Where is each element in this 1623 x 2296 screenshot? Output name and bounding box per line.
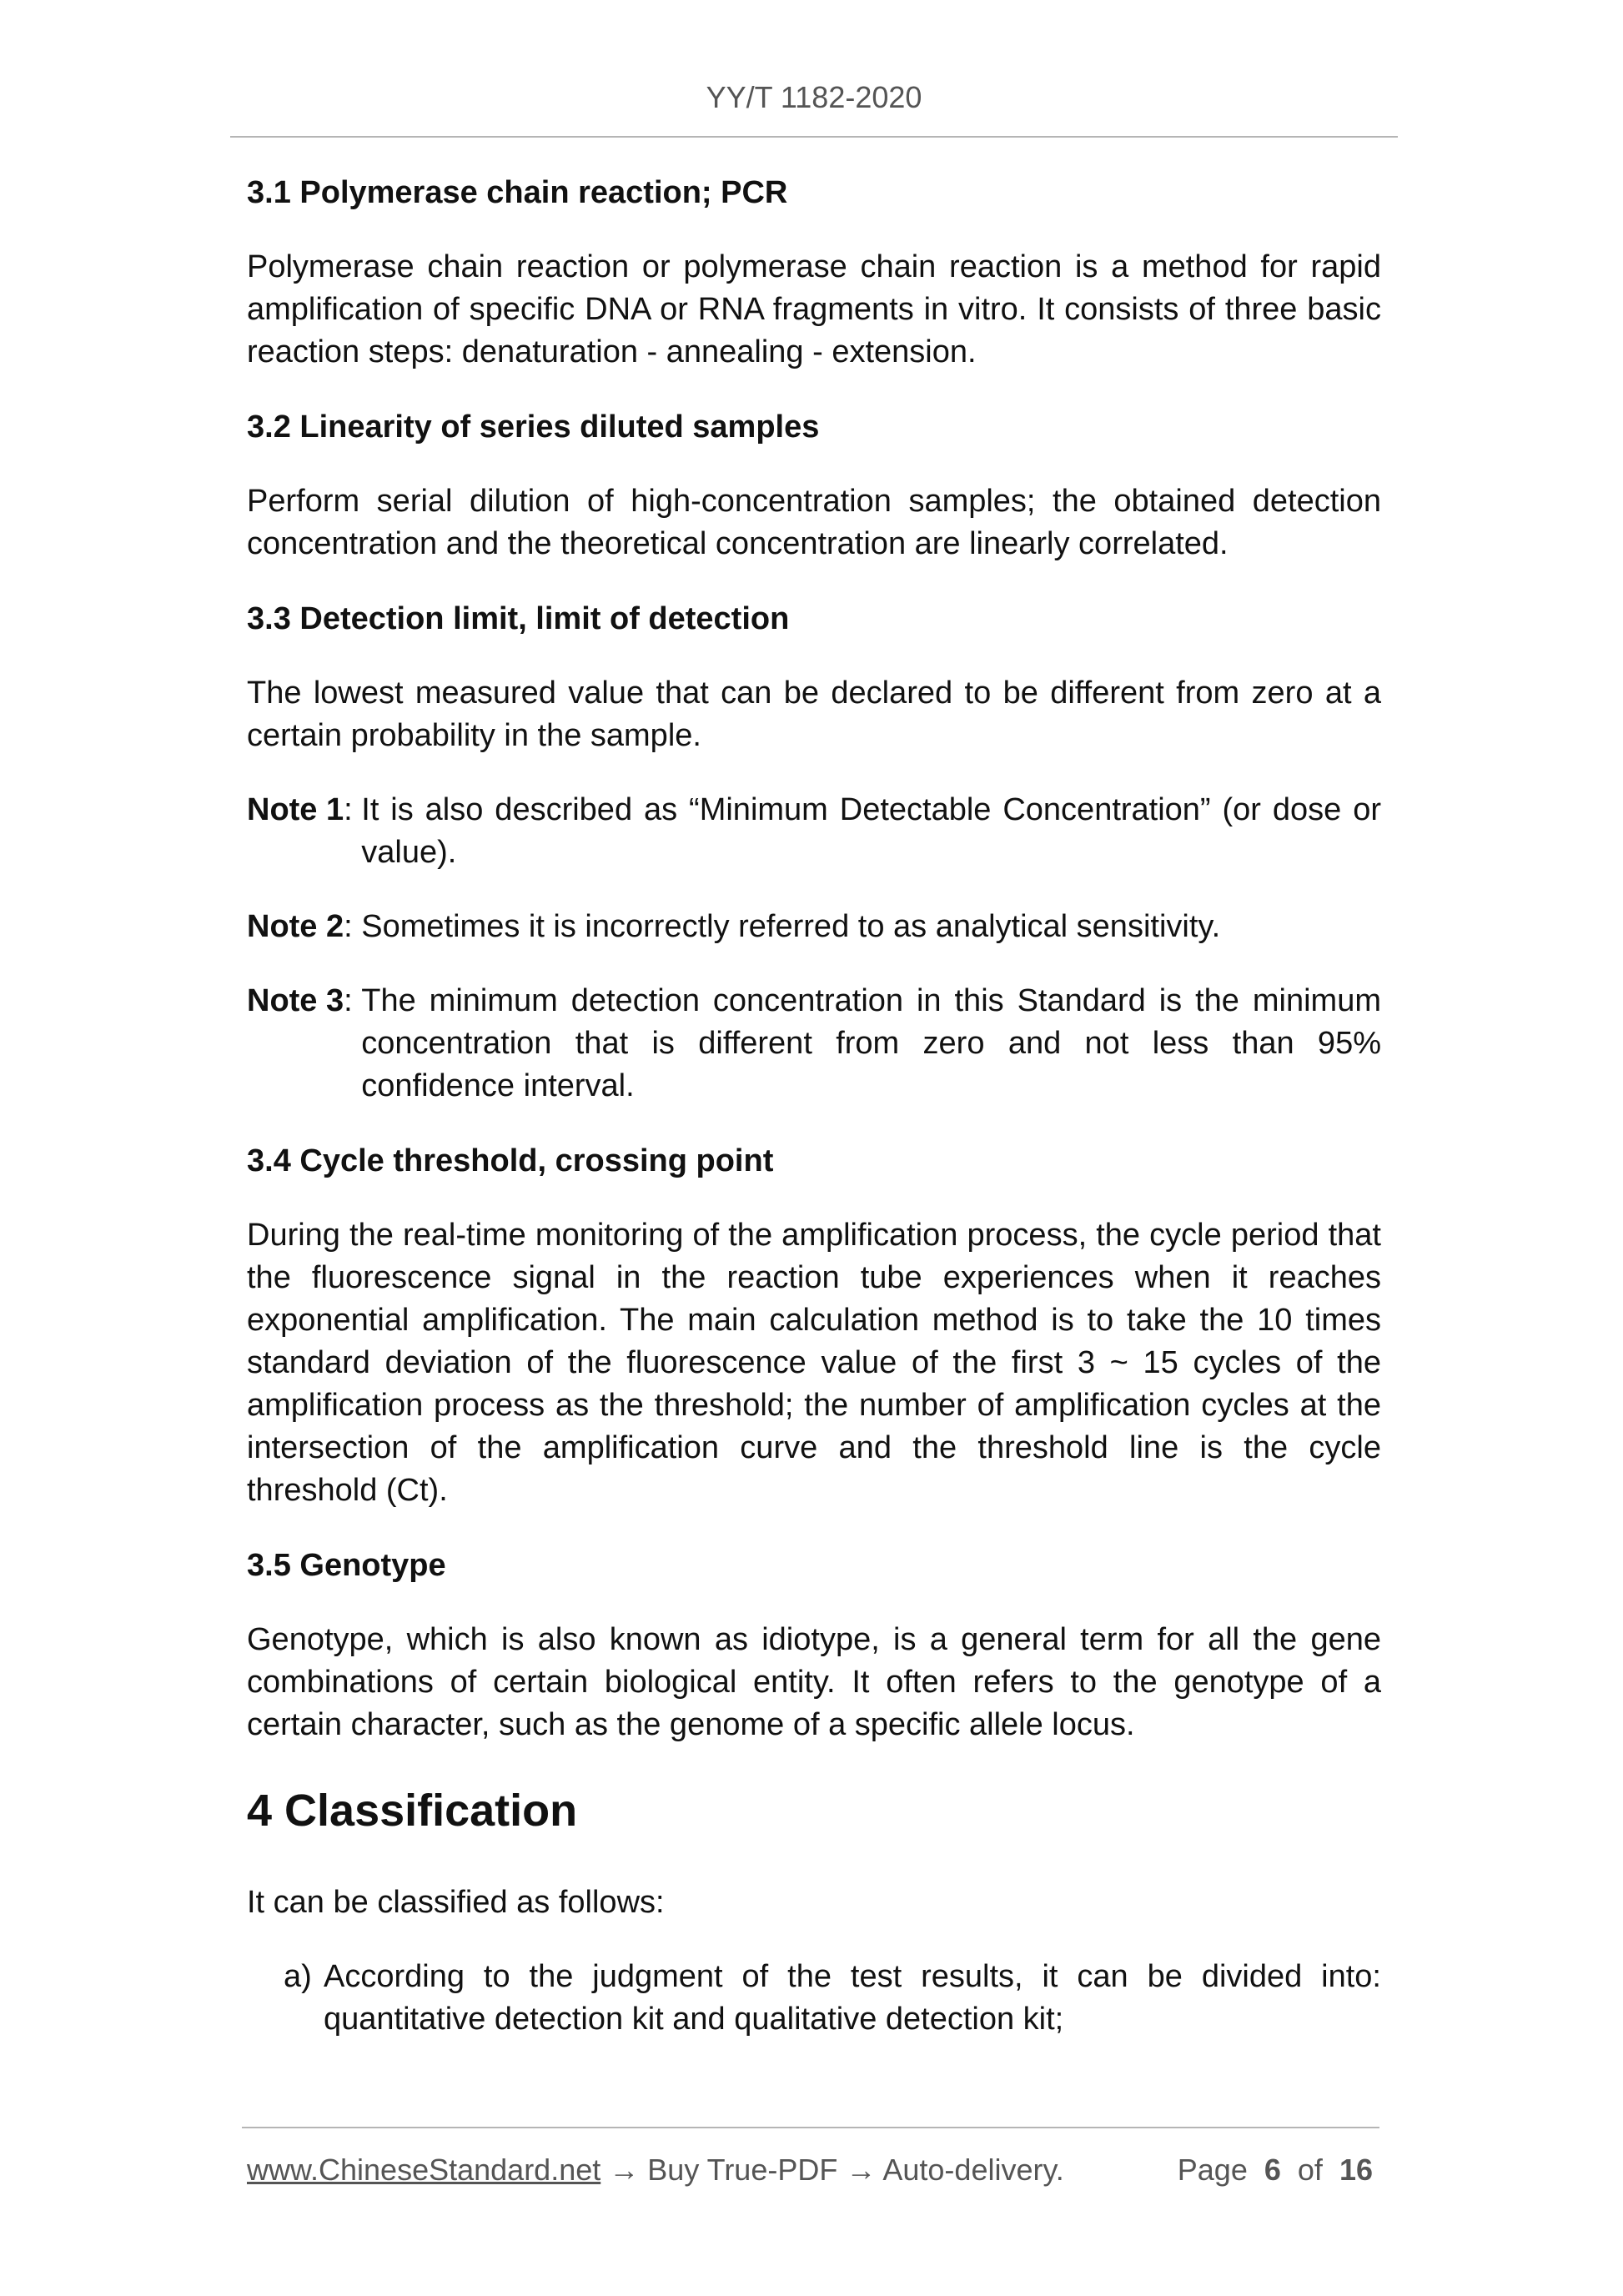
- buy-true-pdf-text: Buy True-PDF: [647, 2153, 838, 2187]
- running-header: YY/T 1182-2020: [706, 80, 922, 114]
- list-item-text: According to the judgment of the test results, it can be divided into: quantitative detection kit and qualitative detection kit;: [324, 1959, 1381, 2037]
- section-3-4-body: During the real-time monitoring of the amplification process, the cycle period that the fluorescence signal in the reaction tube experiences when it reaches exponential amplification. The main calculation method is to take the 10 times standard deviation of the fluorescence value of the first 3 ~ 15 cycles of the amplification process as the threshold; the number of amplification cycles at the intersection of the amplification curve and the threshold line is the cycle threshold (Ct).: [247, 1218, 1381, 1508]
- website-link[interactable]: www.ChineseStandard.net: [247, 2153, 601, 2187]
- footer-divider: [242, 2127, 1379, 2128]
- list-item: [284, 1956, 1381, 2041]
- header-divider: [230, 136, 1398, 138]
- page-indicator: [1178, 2153, 1373, 2188]
- section-4-intro: It can be classified as follows:: [247, 1885, 665, 1920]
- note-1: Note 1: It is also described as “Minimum Detectable Concentration” (or dose or value).: [247, 789, 1381, 874]
- section-4-heading: 4 Classification: [247, 1786, 578, 1836]
- note-2-text: Sometimes it is incorrectly referred to as analytical sensitivity.: [361, 909, 1221, 944]
- note-3-text: The minimum detection concentration in this Standard is the minimum concentration that is different from zero and not less than 95% confidence interval.: [361, 983, 1381, 1103]
- section-3-5-heading: 3.5 Genotype: [247, 1548, 446, 1583]
- list-item-marker: a): [284, 1959, 312, 1994]
- auto-delivery-text: Auto-delivery.: [882, 2153, 1064, 2187]
- note-3: Note 3: The minimum detection concentration in this Standard is the minimum concentration that is different from zero and not less than 95% confidence interval.: [247, 980, 1381, 1108]
- section-3-4-heading: 3.4 Cycle threshold, crossing point: [247, 1143, 774, 1178]
- page-number: 6: [1264, 2153, 1281, 2187]
- arrow-right-icon: →: [609, 2153, 640, 2187]
- section-3-2-heading: 3.2 Linearity of series diluted samples: [247, 409, 820, 445]
- note-3-label: Note 3: [247, 983, 344, 1018]
- section-3-1-heading: 3.1 Polymerase chain reaction; PCR: [247, 175, 788, 210]
- section-3-5-body: Genotype, which is also known as idiotype, is a general term for all the gene combinations of certain biological entity. It often refers to the genotype of a certain character, such as the genome of a specific allele locus.: [247, 1622, 1381, 1742]
- section-3-3-body: The lowest measured value that can be declared to be different from zero at a certain probability in the sample.: [247, 676, 1381, 753]
- arrow-right-icon: →: [846, 2153, 877, 2187]
- page-word: Page: [1177, 2153, 1248, 2187]
- note-2: Note 2: Sometimes it is incorrectly referred to as analytical sensitivity.: [247, 906, 1381, 948]
- note-1-label: Note 1: [247, 792, 344, 827]
- note-2-label: Note 2: [247, 909, 344, 944]
- section-3-2-body: Perform serial dilution of high-concentration samples; the obtained detection concentration and the theoretical concentration are linearly correlated.: [247, 484, 1381, 561]
- section-3-3-heading: 3.3 Detection limit, limit of detection: [247, 601, 790, 636]
- note-1-text: It is also described as “Minimum Detectable Concentration” (or dose or value).: [361, 792, 1381, 870]
- section-3-1-body: Polymerase chain reaction or polymerase chain reaction is a method for rapid amplification of specific DNA or RNA fragments in vitro. It consists of three basic reaction steps: denaturation - annealing - extension.: [247, 249, 1381, 369]
- page-content: [247, 171, 1381, 2072]
- page-total: 16: [1339, 2153, 1373, 2187]
- of-word: of: [1297, 2153, 1323, 2187]
